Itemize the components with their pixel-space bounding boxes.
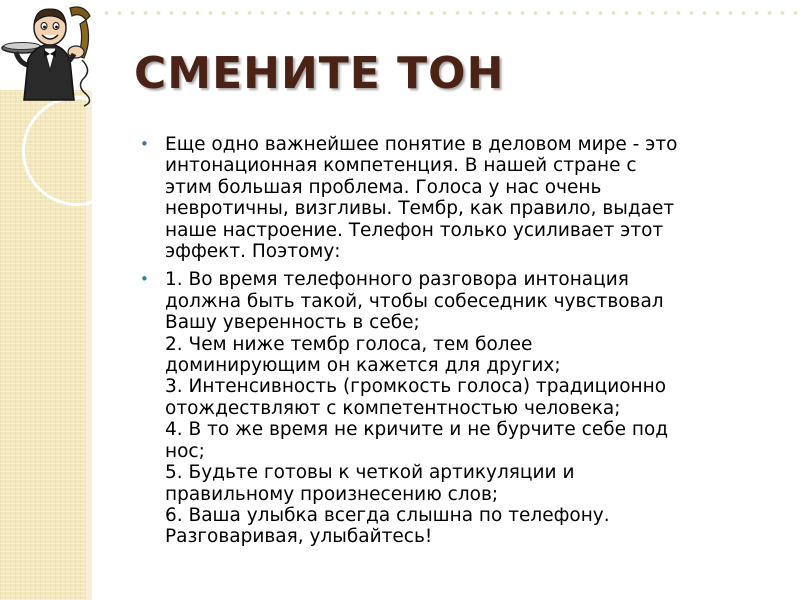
bullet-text-line: интонационная компетенция. В нашей стране с: [165, 155, 637, 177]
slide-content: [140, 134, 780, 555]
bullet-text-line: 2. Чем ниже тембр голоса, тем более: [165, 333, 533, 355]
bullet-text-line: отождествляют с компетентностью человека;: [165, 397, 621, 419]
decorative-circle: [22, 96, 132, 206]
bullet-text-line: наше настроение. Телефон только усиливает этот: [165, 219, 664, 241]
bullet-item: [140, 269, 780, 547]
bullet-text-line: этим большая проблема. Голоса у нас очень: [165, 176, 602, 198]
bullet-text-line: 4. В то же время не кричите и не бурчите себе под: [165, 419, 669, 441]
bullet-text-line: 1. Во время телефонного разговора интонация: [165, 269, 629, 291]
bullet-text-line: правильному произнесению слов;: [165, 483, 499, 505]
bullet-text-line: Вашу уверенность в себе;: [165, 312, 420, 334]
butler-with-telephone-icon: [0, 0, 112, 110]
bullet-text-line: 5. Будьте готовы к четкой артикуляции и: [165, 462, 575, 484]
bullet-text-line: Разговаривая, улыбайтесь!: [165, 526, 433, 548]
bullet-text-line: невротичны, визгливы. Тембр, как правило, выдает: [165, 198, 675, 220]
bullet-text-line: нос;: [165, 440, 205, 462]
bullet-text-line: доминирующим он кажется для других;: [165, 355, 561, 377]
bullet-icon: •: [140, 270, 149, 289]
bullet-icon: •: [140, 135, 149, 153]
decorative-dot-strip: [100, 8, 800, 18]
bullet-text-line: эффект. Поэтому:: [165, 241, 341, 263]
bullet-text-line: Еще одно важнейшее понятие в деловом мире - это: [165, 134, 678, 155]
bullet-item: [140, 134, 780, 262]
bullet-text-line: 3. Интенсивность (громкость голоса) традиционно: [165, 376, 667, 398]
bullet-text-line: должна быть такой, чтобы собеседник чувствовал: [165, 290, 664, 312]
slide-title: СМЕНИТЕ ТОН: [134, 48, 505, 99]
bullet-text-line: 6. Ваша улыбка всегда слышна по телефону.: [165, 504, 610, 526]
